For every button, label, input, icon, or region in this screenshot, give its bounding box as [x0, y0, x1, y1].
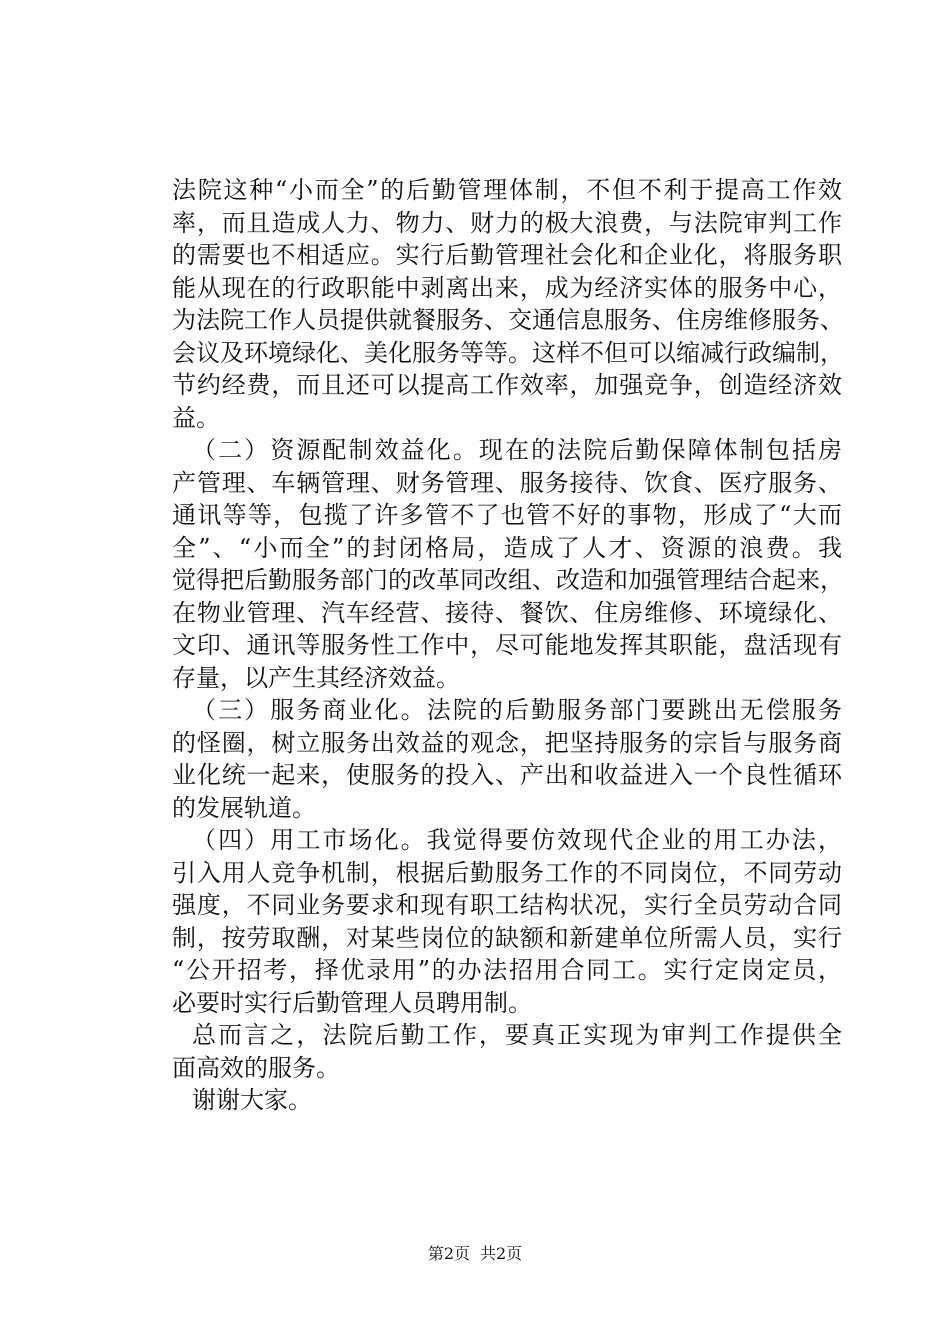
text-line: 强度，不同业务要求和现有职工结构状况，实行全员劳动合同 — [172, 891, 842, 919]
text-line: 面高效的服务。 — [172, 1053, 340, 1082]
text-line: 益。 — [172, 403, 220, 432]
paragraph-start-line: 总而言之，法院后勤工作，要真正实现为审判工作提供全 — [192, 1021, 842, 1049]
text-line: 会议及环境绿化、美化服务等等。这样不但可以缩减行政编制， — [172, 338, 844, 367]
text-line: 制，按劳取酬，对某些岗位的缺额和新建单位所需人员，实行 — [172, 923, 842, 952]
text-line: 的发展轨道。 — [172, 793, 316, 822]
text-line: 的怪圈，树立服务出效益的观念，把坚持服务的宗旨与服务商 — [172, 728, 842, 757]
text-line: “公开招考，择优录用”的办法招用合同工。实行定岗定员， — [172, 956, 842, 984]
page-footer — [0, 1244, 950, 1264]
text-line: 觉得把后勤服务部门的改革同改组、改造和加强管理结合起来， — [172, 566, 844, 594]
text-line: 必要时实行后勤管理人员聘用制。 — [172, 988, 532, 1017]
text-line: 产管理、车辆管理、财务管理、服务接待、饮食、医疗服务、 — [172, 468, 842, 497]
text-line: 率，而且造成人力、物力、财力的极大浪费，与法院审判工作 — [172, 208, 842, 237]
paragraph-start-line: （二）资源配制效益化。现在的法院后勤保障体制包括房 — [192, 436, 842, 464]
document-body — [172, 174, 842, 1117]
text-line: 法院这种“小而全”的后勤管理体制，不但不利于提高工作效 — [172, 176, 842, 204]
text-line: 为法院工作人员提供就餐服务、交通信息服务、住房维修服务、 — [172, 306, 844, 334]
paragraph-start-line: （四）用工市场化。我觉得要仿效现代企业的用工办法， — [192, 826, 842, 854]
page-total: 共2页 — [480, 1244, 523, 1263]
paragraph-start-line: （三）服务商业化。法院的后勤服务部门要跳出无偿服务 — [192, 696, 842, 724]
text-line: 的需要也不相适应。实行后勤管理社会化和企业化，将服务职 — [172, 241, 842, 269]
text-line: 节约经费，而且还可以提高工作效率，加强竞争，创造经济效 — [172, 371, 842, 399]
page-number: 第2页 — [427, 1244, 470, 1263]
text-line: 全”、“小而全”的封闭格局，造成了人才、资源的浪费。我 — [172, 533, 842, 562]
text-line: 通讯等等，包揽了许多管不了也管不好的事物，形成了“大而 — [172, 501, 842, 529]
text-line: 文印、通讯等服务性工作中，尽可能地发挥其职能，盘活现有 — [172, 631, 842, 659]
text-line: 存量，以产生其经济效益。 — [172, 663, 460, 692]
text-line: 能从现在的行政职能中剥离出来，成为经济实体的服务中心， — [172, 273, 842, 302]
text-line: 在物业管理、汽车经营、接待、餐饮、住房维修、环境绿化、 — [172, 598, 842, 627]
text-line: 引入用人竞争机制，根据后勤服务工作的不同岗位，不同劳动 — [172, 858, 842, 887]
closing-line: 谢谢大家。 — [192, 1086, 312, 1114]
text-line: 业化统一起来，使服务的投入、产出和收益进入一个良性循环 — [172, 761, 842, 789]
